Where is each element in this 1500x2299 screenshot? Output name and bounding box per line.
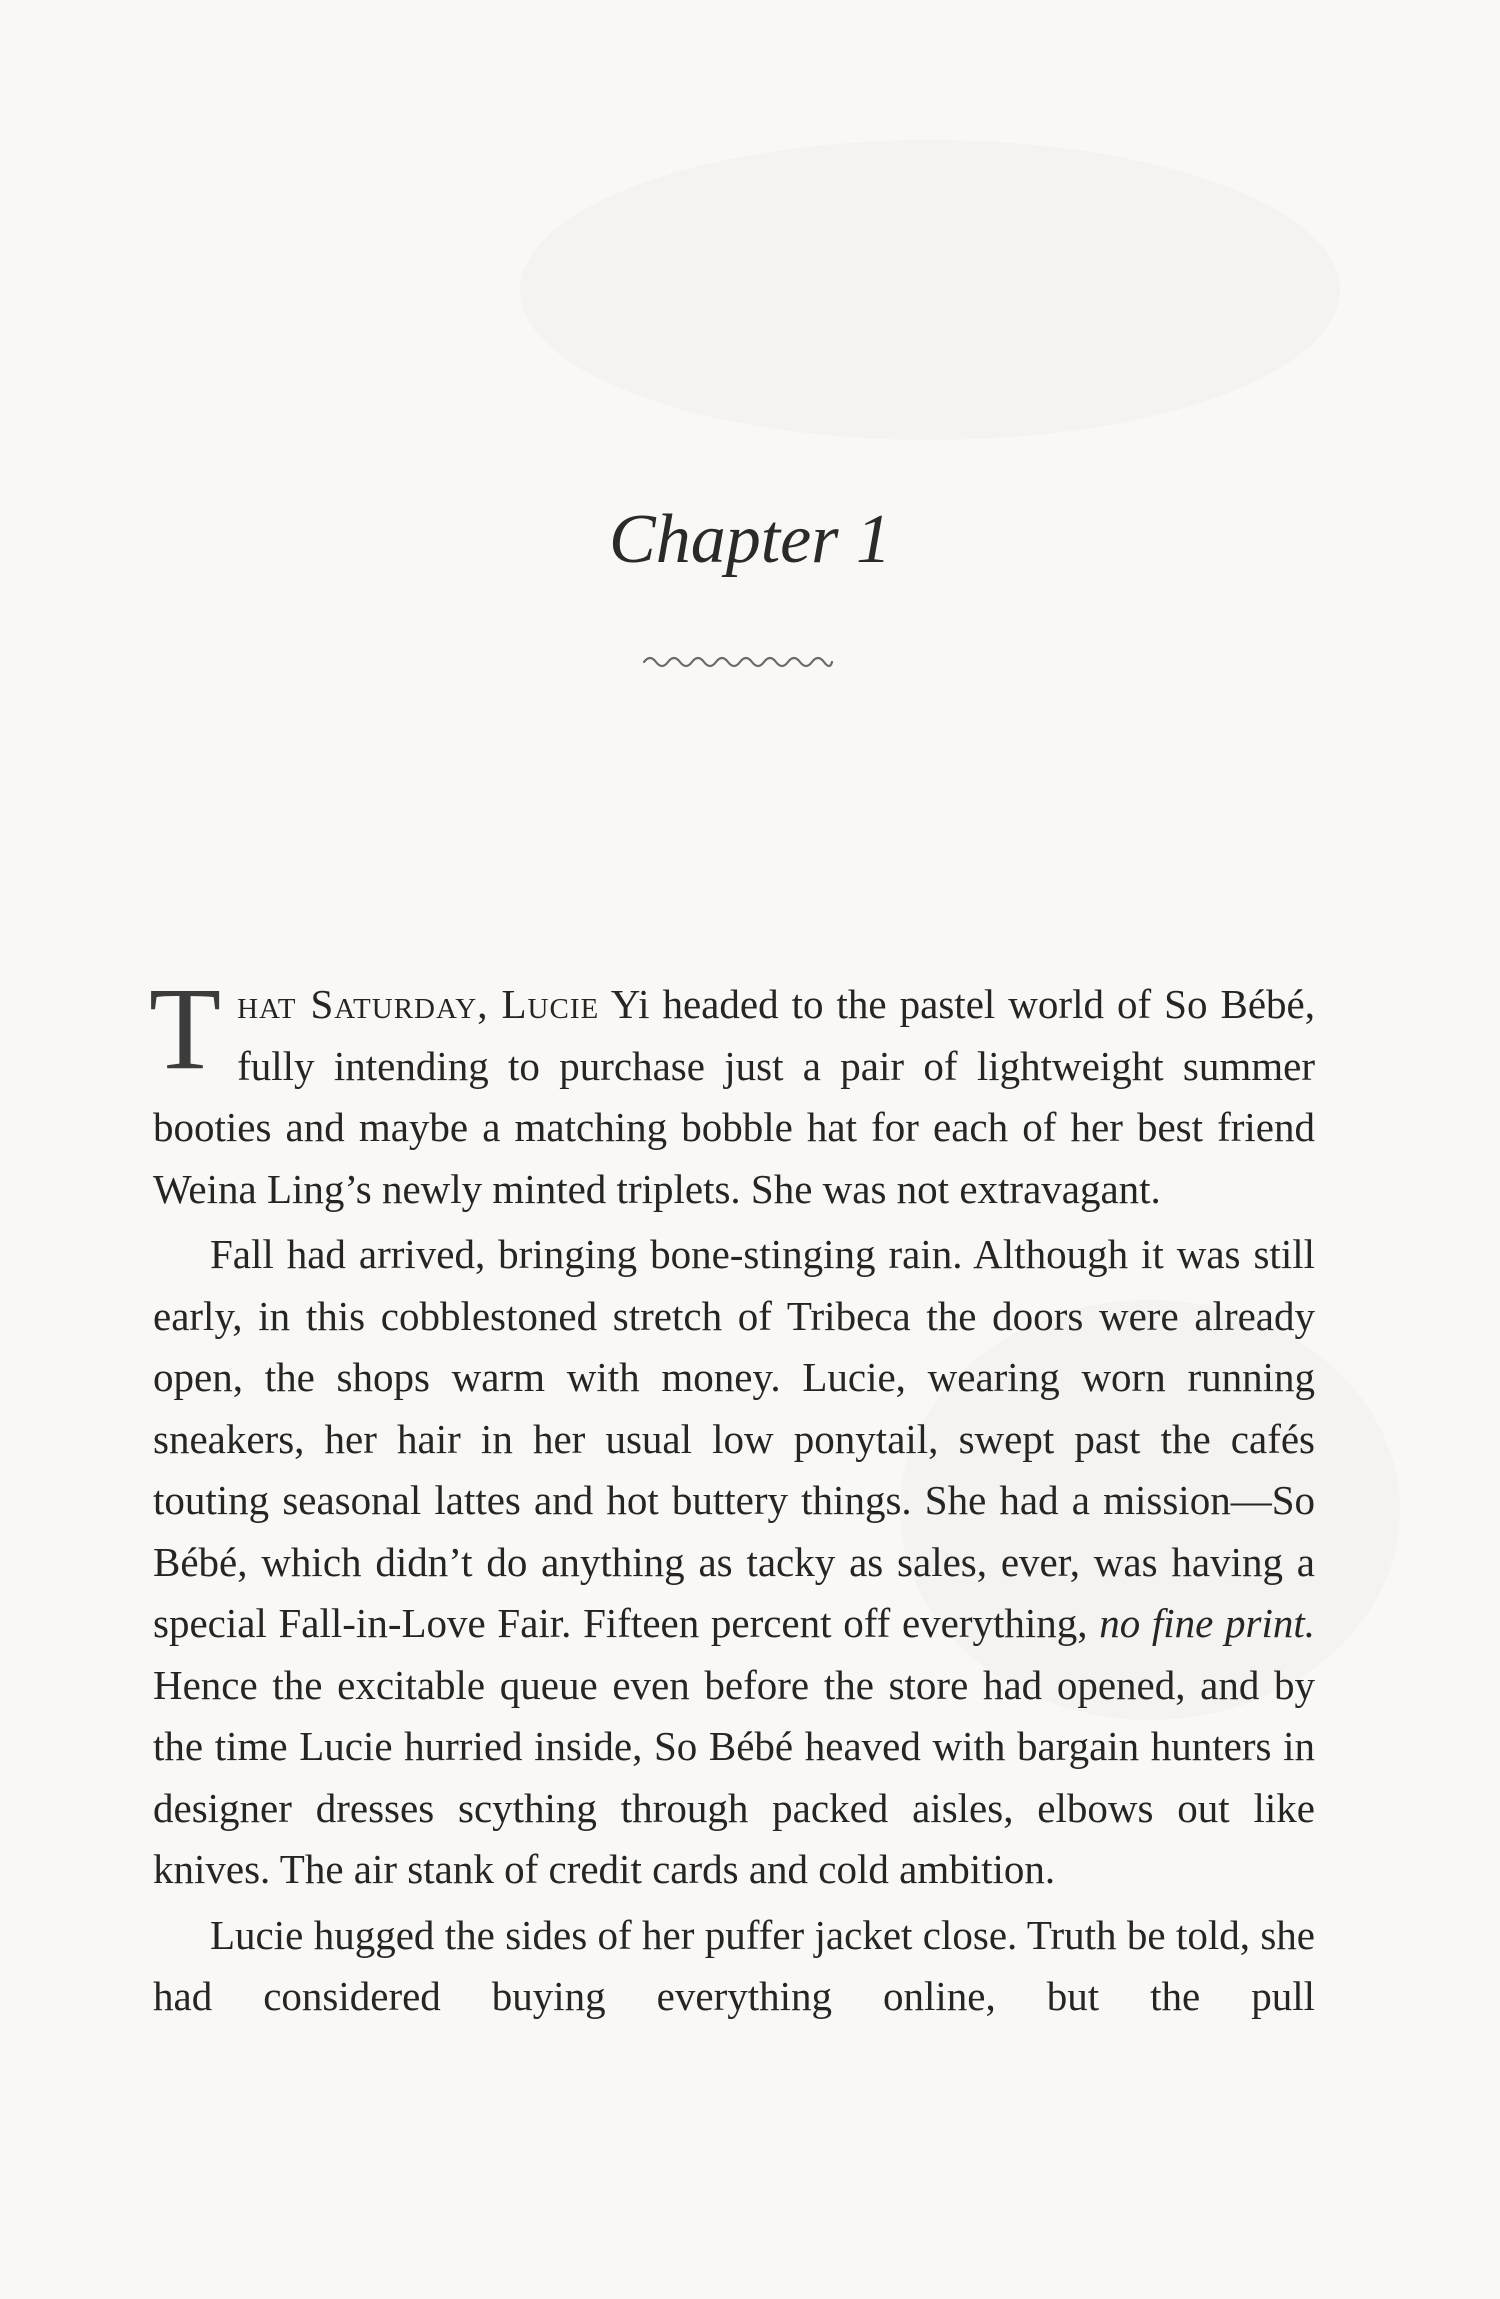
text-line: ever, was having a special Fall-in-Love Fair. Fifteen percent off xyxy=(153,1538,1316,1646)
text-line: Yi headed to the pastel world of So xyxy=(610,981,1208,1027)
drop-cap: T xyxy=(149,963,222,1094)
text-line: told, she had considered buying everything online, but the pull xyxy=(153,1911,1315,2019)
scan-smudge xyxy=(520,140,1340,440)
text-line: mission—So Bébé, which didn’t do anything as tacky as sales, xyxy=(153,1477,1315,1585)
chapter-body xyxy=(149,963,1316,2032)
text-line: extravagant. xyxy=(959,1165,1161,1212)
wavy-line-ornament-icon xyxy=(642,651,834,673)
text-line: already open, the shops warm with money. Lucie, wearing worn xyxy=(153,1292,1315,1400)
paragraph-2 xyxy=(153,1224,1315,1901)
chapter-title: Chapter 1 xyxy=(609,501,891,578)
text-line: the cafés touting seasonal lattes and hot buttery things. She had a xyxy=(153,1415,1316,1523)
opening-small-caps: hat Saturday, xyxy=(237,981,489,1027)
text-line: still early, in this cobblestoned stretch of Tribeca the doors were xyxy=(153,1231,1315,1339)
text-line: her best friend Weina Ling’s newly minted triplets. She was not xyxy=(153,1104,1316,1212)
paragraph-3 xyxy=(153,1905,1315,2028)
text-line: summer booties and maybe a matching bobble hat for each of xyxy=(153,1042,1315,1150)
text-line: running sneakers, her hair in her usual low ponytail, swept past xyxy=(153,1354,1315,1462)
name-small-caps: Lucie xyxy=(501,981,600,1027)
text-line: Hence the excitable queue even before xyxy=(153,1661,810,1708)
text-line: everything, xyxy=(901,1600,1088,1646)
text-line: Bébé heaved with bargain hunters in designer dresses scything xyxy=(153,1723,1315,1831)
paragraph-1 xyxy=(149,963,1316,1220)
text-line: credit cards and cold ambition. xyxy=(548,1846,1056,1892)
text-line: Fall had arrived, bringing bone-stinging rain. Although it was xyxy=(210,1231,1241,1277)
italic-phrase: no fine print. xyxy=(1099,1600,1316,1646)
text-line: Bébé, fully intending to purchase just a pair of lightweight xyxy=(237,981,1316,1089)
text-line: through packed aisles, elbows out like knives. The air stank of xyxy=(153,1784,1315,1892)
text-line: Lucie hugged the sides of her puffer jacket close. Truth be xyxy=(210,1911,1166,1958)
text-line: the store had opened, and by the time Lucie hurried inside, So xyxy=(153,1661,1316,1769)
